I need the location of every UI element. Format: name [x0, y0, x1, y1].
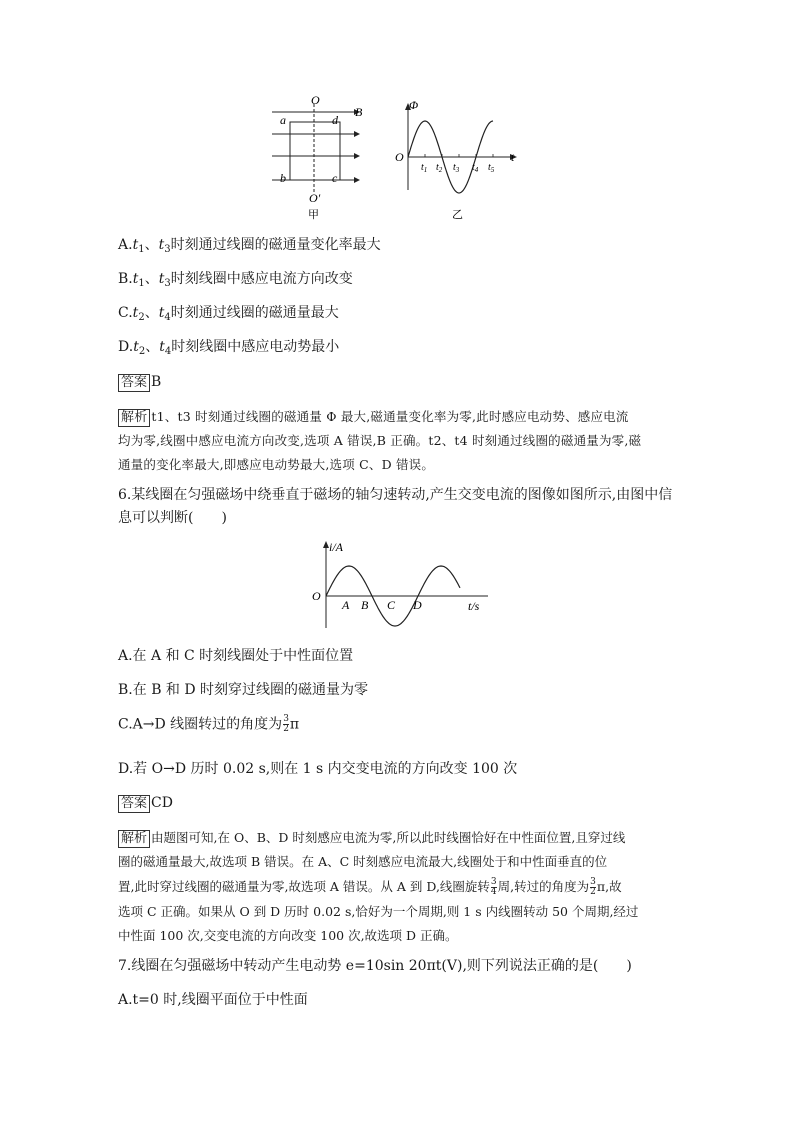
fraction-three-halves: $\frac{3}{2}$: [283, 714, 289, 734]
fig2-tick-t1: $t_1$: [421, 162, 428, 174]
q5-answer: [118, 373, 161, 392]
fig1-label-b: B: [355, 105, 363, 119]
fig3-point-d: D: [413, 598, 422, 612]
fig1-label-b-corner: b: [280, 171, 286, 185]
fig1-caption: 甲: [308, 209, 319, 221]
fig2-tick-t2: $t_2$: [436, 162, 443, 174]
q5-option-d[interactable]: $D.t_2$、$t_4$时刻线圈中感应电动势最小: [118, 339, 340, 357]
q5-option-a[interactable]: $A.t_1$、$t_3$时刻通过线圈的磁通量变化率最大: [118, 237, 381, 255]
fig3-ylabel: i/A: [329, 540, 343, 554]
explain-tag: 解析: [118, 409, 150, 427]
fig2-ylabel: Φ: [409, 98, 419, 112]
figure-yi: [390, 98, 525, 222]
fig2-tick-t3: $t_3$: [453, 162, 460, 174]
fig2-tick-t4: $t_4$: [472, 162, 479, 174]
q5-answer-value: B: [151, 374, 162, 390]
fig3-point-b: B: [361, 598, 369, 612]
q6-answer: [118, 794, 173, 813]
fig1-label-c: c: [332, 171, 338, 185]
q6-answer-value: CD: [151, 795, 173, 811]
fig3-xlabel: t/s: [468, 599, 480, 613]
fig2-origin: O: [395, 150, 404, 164]
figure-jia: [268, 92, 378, 222]
q6-option-a[interactable]: A.在 A 和 C 时刻线圈处于中性面位置: [118, 648, 354, 664]
explain-tag: 解析: [118, 830, 150, 848]
fig1-label-o: O: [311, 93, 320, 107]
q5-option-c[interactable]: $C.t_2$、$t_4$时刻通过线圈的磁通量最大: [118, 305, 339, 323]
q6-option-c[interactable]: C.A→D 线圈转过的角度为 $\frac{3}{2}$ π: [118, 714, 300, 734]
q6-stem: 6.某线圈在匀强磁场中绕垂直于磁场的轴匀速转动,产生交变电流的图像如图所示,由图中信: [118, 487, 673, 503]
q6-option-d[interactable]: D.若 O→D 历时 0.02 s,则在 1 s 内交变电流的方向改变 100 次: [118, 761, 518, 777]
q5-explanation: 解析 t1、t3 时刻通过线圈的磁通量 Φ 最大,磁通量变化率为零,此时感应电动势、感应电流 均为零,线圈中感应电流方向改变,选项 A 错误,B 正确。t2、t4 时刻通过线圈的磁通量为零,磁 通量的变化率最大,即感应电动势最大,选项 C、D 错误。: [118, 409, 642, 472]
q6-explanation: 解析 由题图可知,在 O、B、D 时刻感应电流为零,所以此时线圈恰好在中性面位置,且穿过线 圈的磁通量最大,故选项 B 错误。在 A、C 时刻感应电流最大,线圈处于和中性面垂直的位 置,此时穿过线圈的磁通量为零,故选项 A 错误。从 A 到 D,线圈旋转 $\frac{3}{4}$ 周,转过的角度为 $\frac{3}{2}$ π,故 选项 C 正确。如果从 O 到 D 历时 0.02 s,恰好为一个周期,则 1 s 内线圈转动 50 个周期,经过 中性面 100 次,交变电流的方向改变 100 次,故选项 D 正确。: [118, 830, 639, 943]
answer-tag: 答案: [118, 374, 150, 392]
q7-option-a[interactable]: A.t=0 时,线圈平面位于中性面: [118, 992, 308, 1008]
fig3-point-c: C: [387, 598, 396, 612]
q5-option-b[interactable]: $B.t_1$、$t_3$时刻线圈中感应电流方向改变: [118, 271, 353, 289]
fig1-label-d: d: [332, 113, 338, 127]
answer-tag: 答案: [118, 795, 150, 813]
fig3-point-a: A: [342, 598, 350, 612]
fig1-label-o-prime: O′: [309, 191, 321, 205]
fig2-tick-t5: $t_5$: [488, 162, 495, 174]
figure-current: [308, 538, 498, 634]
q6-stem-2: 息可以判断( ): [118, 510, 227, 526]
fig3-origin: O: [312, 589, 321, 603]
fig2-caption: 乙: [452, 209, 463, 221]
q7-stem: 7.线圈在匀强磁场中转动产生电动势 e=10sin 20πt(V),则下列说法正确的是( ): [118, 958, 632, 974]
fig2-xlabel: t: [511, 150, 515, 164]
fig1-label-a: a: [280, 113, 286, 127]
q6-option-b[interactable]: B.在 B 和 D 时刻穿过线圈的磁通量为零: [118, 682, 369, 698]
